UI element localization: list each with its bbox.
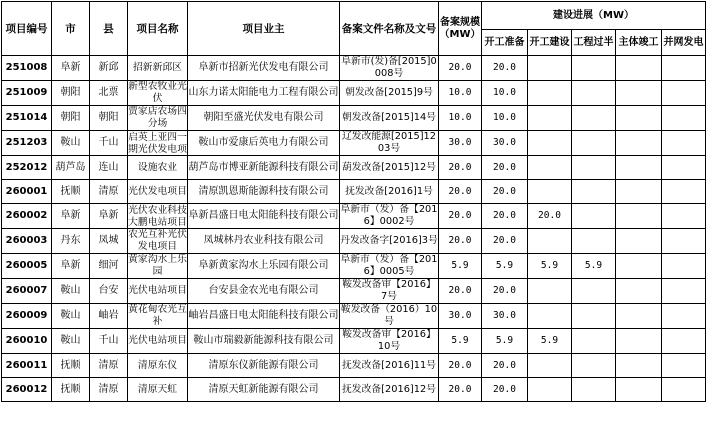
cell-in-progress [572,106,616,131]
cell-scale: 20.0 [439,378,482,402]
cell-completed [616,56,662,81]
cell-city: 阜新 [52,56,90,81]
cell-prep: 20.0 [482,156,528,180]
cell-id: 251009 [2,81,52,106]
table-row [2,354,706,378]
cell-city: 丹东 [52,229,90,254]
cell-city: 朝阳 [52,106,90,131]
cell-started: 20.0 [528,204,572,229]
cell-completed [616,229,662,254]
cell-filing-doc: 朝发改备[2015]14号 [340,106,439,131]
cell-owner: 清原凯恩斯能源科技有限公司 [188,180,340,204]
table-row [2,131,706,156]
cell-grid [662,279,706,304]
cell-city: 鞍山 [52,329,90,354]
cell-grid [662,229,706,254]
cell-prep: 5.9 [482,254,528,279]
cell-project-name: 光伏电站项目 [128,279,188,304]
cell-id: 252012 [2,156,52,180]
cell-scale: 30.0 [439,304,482,329]
header-grid: 并网发电 [662,30,706,56]
cell-county: 岫岩 [90,304,128,329]
cell-city: 阜新 [52,204,90,229]
table-row [2,180,706,204]
cell-completed [616,329,662,354]
header-filing-doc: 备案文件名称及文号 [340,2,439,56]
cell-county: 阜新 [90,204,128,229]
cell-scale: 30.0 [439,131,482,156]
cell-in-progress [572,229,616,254]
cell-in-progress [572,56,616,81]
table-row [2,106,706,131]
cell-started [528,229,572,254]
cell-filing-doc: 朝发改备[2015]9号 [340,81,439,106]
cell-started [528,304,572,329]
cell-project-name: 贾家店农场四分场 [128,106,187,129]
cell-completed [616,156,662,180]
cell-filing-doc: 鞍发改备（2016）10号 [340,304,438,327]
cell-scale: 10.0 [439,81,482,106]
cell-filing-doc: 阜新市(发)备[2015]0008号 [341,56,437,79]
cell-project-name: 招新新邱区 [128,56,188,81]
cell-county: 朝阳 [90,106,128,131]
cell-grid [662,81,706,106]
cell-completed [616,279,662,304]
cell-county: 细河 [90,254,128,279]
cell-id: 260001 [2,180,52,204]
cell-project-name: 光伏农业科技大鹏电站项目 [128,205,187,228]
cell-owner: 朝阳至盛光伏发电有限公司 [188,106,340,131]
cell-project-name: 黄花甸农光互补 [128,304,187,327]
cell-grid [662,204,706,229]
cell-project-name: 清原天虹 [128,378,188,402]
header-owner: 项目业主 [188,2,340,56]
cell-county: 清原 [90,378,128,402]
cell-id: 260012 [2,378,52,402]
cell-county: 凤城 [90,229,128,254]
cell-in-progress: 5.9 [572,254,616,279]
cell-city: 抚顺 [52,180,90,204]
cell-started [528,279,572,304]
cell-county: 北票 [90,81,128,106]
cell-scale: 5.9 [439,329,482,354]
cell-owner: 台安县金农光电有限公司 [188,279,340,304]
header-started: 开工建设 [528,30,572,56]
cell-owner: 凤城林丹农业科技有限公司 [188,229,340,254]
header-in-progress: 工程过半 [572,30,616,56]
cell-scale: 20.0 [439,56,482,81]
cell-started [528,354,572,378]
cell-county: 台安 [90,279,128,304]
cell-prep: 30.0 [482,304,528,329]
cell-completed [616,106,662,131]
cell-county: 清原 [90,354,128,378]
table-row [2,254,706,279]
cell-prep: 20.0 [482,279,528,304]
cell-filing-doc: 鞍发改备审【2016】10号 [340,329,439,354]
cell-started [528,56,572,81]
cell-grid [662,378,706,402]
cell-scale: 20.0 [439,180,482,204]
cell-filing-doc: 葫发改备[2015]12号 [340,156,439,180]
cell-city: 朝阳 [52,81,90,106]
cell-scale: 10.0 [439,106,482,131]
cell-id: 260011 [2,354,52,378]
cell-in-progress [572,204,616,229]
cell-prep: 20.0 [482,56,528,81]
cell-in-progress [572,279,616,304]
cell-prep: 30.0 [482,131,528,156]
cell-city: 抚顺 [52,354,90,378]
cell-prep: 5.9 [482,329,528,354]
header-city: 市 [52,2,90,56]
header-progress: 建设进展（MW） [482,2,706,30]
cell-project-name: 光伏发电项目 [128,180,188,204]
header-id: 项目编号 [2,2,52,56]
cell-id: 260003 [2,229,52,254]
cell-owner: 山东力诺太阳能电力工程有限公司 [188,81,340,106]
cell-scale: 20.0 [439,229,482,254]
cell-started [528,131,572,156]
cell-started [528,180,572,204]
cell-completed [616,378,662,402]
cell-in-progress [572,180,616,204]
cell-in-progress [572,131,616,156]
header-scale: 备案规模（MW） [439,2,482,56]
cell-owner: 阜新昌盛日电太阳能科技有限公司 [188,204,340,229]
cell-id: 260005 [2,254,52,279]
table-row [2,81,706,106]
cell-project-name: 光伏电站项目 [128,329,188,354]
cell-city: 抚顺 [52,378,90,402]
cell-started [528,106,572,131]
cell-filing-doc: 阜新市（发）备【2016】0005号 [340,254,438,277]
cell-in-progress [572,304,616,329]
header-project-name: 项目名称 [128,2,188,56]
cell-owner: 鞍山市瑞毅新能源科技有限公司 [188,329,340,354]
cell-completed [616,304,662,329]
cell-completed [616,180,662,204]
cell-grid [662,254,706,279]
cell-prep: 20.0 [482,180,528,204]
cell-county: 千山 [90,131,128,156]
cell-filing-doc: 丹发改备字[2016]3号 [340,229,439,254]
cell-city: 鞍山 [52,279,90,304]
cell-city: 阜新 [52,254,90,279]
cell-owner: 阜新市招新光伏发电有限公司 [188,56,340,81]
cell-project-name: 启英上亚四一期光伏发电项 [128,132,187,155]
cell-project-name: 农光互补光伏发电项目 [128,229,187,252]
cell-id: 260002 [2,204,52,229]
cell-owner: 清原东仪新能源有限公司 [188,354,340,378]
cell-grid [662,304,706,329]
cell-project-name: 黄家沟水上乐园 [128,254,187,277]
cell-grid [662,56,706,81]
cell-grid [662,180,706,204]
cell-project-name: 设施农业 [128,156,188,180]
cell-in-progress [572,354,616,378]
cell-project-name: 新型农牧业光伏 [128,81,187,104]
cell-completed [616,204,662,229]
cell-filing-doc: 抚发改备[2016]11号 [340,354,439,378]
cell-owner: 岫岩昌盛日电太阳能科技有限公司 [188,304,340,329]
cell-prep: 20.0 [482,204,528,229]
cell-started [528,156,572,180]
cell-grid [662,106,706,131]
table-row [2,56,706,81]
header-completed: 主体竣工 [616,30,662,56]
cell-started [528,81,572,106]
cell-started [528,378,572,402]
cell-prep: 20.0 [482,229,528,254]
cell-scale: 20.0 [439,354,482,378]
cell-city: 鞍山 [52,304,90,329]
table-row [2,304,706,329]
cell-completed [616,81,662,106]
cell-in-progress [572,329,616,354]
cell-started: 5.9 [528,329,572,354]
cell-id: 251203 [2,131,52,156]
table-row [2,156,706,180]
cell-project-name: 清原东仪 [128,354,188,378]
table-row [2,229,706,254]
cell-filing-doc: 抚发改备[2016]1号 [340,180,439,204]
cell-filing-doc: 阜新市（发）备【2016】0002号 [340,204,438,227]
cell-grid [662,131,706,156]
table-row [2,204,706,229]
cell-started: 5.9 [528,254,572,279]
cell-scale: 20.0 [439,204,482,229]
project-table [1,1,706,402]
cell-prep: 10.0 [482,81,528,106]
cell-owner: 清原天虹新能源有限公司 [188,378,340,402]
cell-grid [662,156,706,180]
cell-id: 260007 [2,279,52,304]
cell-owner: 鞍山市爱康后英电力有限公司 [188,131,340,156]
cell-county: 连山 [90,156,128,180]
table-row [2,378,706,402]
cell-filing-doc: 鞍发改备审【2016】7号 [340,279,439,304]
cell-county: 千山 [90,329,128,354]
cell-prep: 20.0 [482,354,528,378]
cell-prep: 10.0 [482,106,528,131]
cell-scale: 5.9 [439,254,482,279]
cell-city: 葫芦岛 [52,156,90,180]
cell-grid [662,329,706,354]
cell-in-progress [572,378,616,402]
cell-completed [616,131,662,156]
cell-id: 251008 [2,56,52,81]
cell-in-progress [572,156,616,180]
cell-in-progress [572,81,616,106]
cell-prep: 20.0 [482,378,528,402]
cell-completed [616,254,662,279]
cell-owner: 阜新黄家沟水上乐园有限公司 [188,254,340,279]
cell-scale: 20.0 [439,156,482,180]
cell-id: 260009 [2,304,52,329]
cell-id: 251014 [2,106,52,131]
cell-county: 新邱 [90,56,128,81]
cell-city: 鞍山 [52,131,90,156]
cell-id: 260010 [2,329,52,354]
cell-filing-doc: 抚发改备[2016]12号 [340,378,439,402]
header-county: 县 [90,2,128,56]
cell-grid [662,354,706,378]
header-prep: 开工准备 [482,30,528,56]
cell-owner: 葫芦岛市博亚新能源科技有限公司 [188,156,340,180]
cell-county: 清原 [90,180,128,204]
cell-completed [616,354,662,378]
table-row [2,329,706,354]
cell-filing-doc: 辽发改能源[2015]1203号 [340,131,439,156]
table-row [2,279,706,304]
cell-scale: 20.0 [439,279,482,304]
